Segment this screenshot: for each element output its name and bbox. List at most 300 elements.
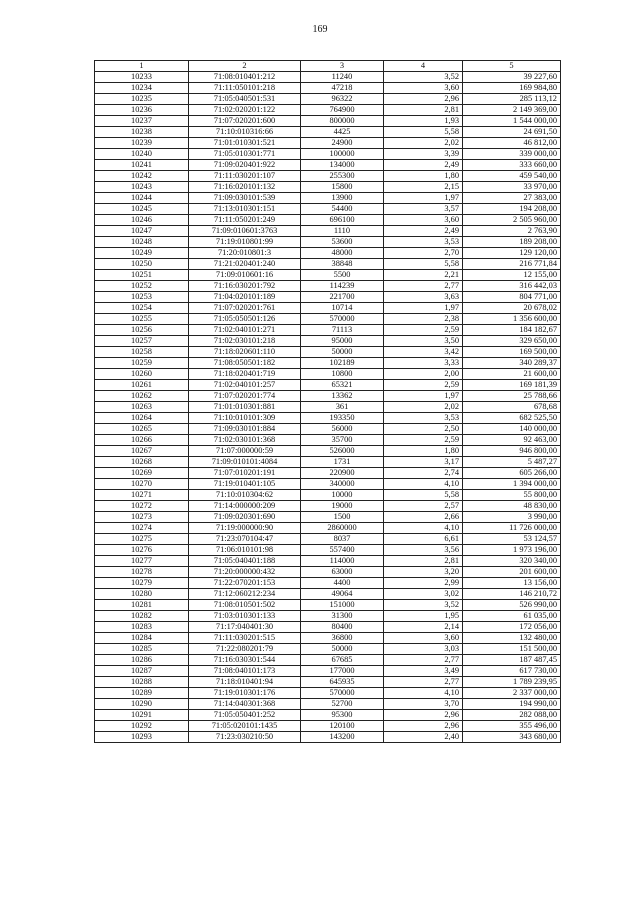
area-cell: 38848 [301,259,384,270]
cadastral-number-cell: 71:16:030201:792 [189,281,301,292]
rate-cell: 5,58 [384,259,463,270]
value-cell: 1 544 000,00 [463,116,561,127]
value-cell: 320 340,00 [463,556,561,567]
cadastral-number-cell: 71:23:030210:50 [189,732,301,743]
rate-cell: 1,93 [384,116,463,127]
rate-cell: 2,81 [384,105,463,116]
value-cell: 355 496,00 [463,721,561,732]
table-row [95,215,561,226]
area-cell: 36800 [301,633,384,644]
area-cell: 114239 [301,281,384,292]
value-cell: 189 208,00 [463,237,561,248]
area-cell: 102189 [301,358,384,369]
value-cell: 24 691,50 [463,127,561,138]
table-row [95,666,561,677]
area-cell: 49064 [301,589,384,600]
table-row [95,116,561,127]
rate-cell: 3,53 [384,413,463,424]
rate-cell: 2,49 [384,226,463,237]
cadastral-number-cell: 71:01:010301:521 [189,138,301,149]
value-cell: 129 120,00 [463,248,561,259]
row-number-cell: 10236 [95,105,189,116]
area-cell: 177000 [301,666,384,677]
value-cell: 333 660,00 [463,160,561,171]
table-row [95,380,561,391]
rate-cell: 3,17 [384,457,463,468]
column-header-1: 1 [95,61,189,72]
cadastral-number-cell: 71:14:000000:209 [189,501,301,512]
cadastral-number-cell: 71:14:040301:368 [189,699,301,710]
table-row [95,501,561,512]
area-cell: 54400 [301,204,384,215]
cadastral-number-cell: 71:22:080201:79 [189,644,301,655]
row-number-cell: 10274 [95,523,189,534]
area-cell: 56000 [301,424,384,435]
rate-cell: 3,03 [384,644,463,655]
rate-cell: 2,40 [384,732,463,743]
row-number-cell: 10264 [95,413,189,424]
rate-cell: 1,97 [384,303,463,314]
area-cell: 800000 [301,116,384,127]
cadastral-number-cell: 71:16:030301:544 [189,655,301,666]
cadastral-number-cell: 71:20:000000:432 [189,567,301,578]
row-number-cell: 10244 [95,193,189,204]
column-header-5: 5 [463,61,561,72]
cadastral-number-cell: 71:05:050501:126 [189,314,301,325]
cadastral-number-cell: 71:09:020301:690 [189,512,301,523]
row-number-cell: 10286 [95,655,189,666]
table-row [95,490,561,501]
value-cell: 329 650,00 [463,336,561,347]
rate-cell: 2,96 [384,94,463,105]
value-cell: 2 763,90 [463,226,561,237]
table-row [95,424,561,435]
table-row [95,281,561,292]
table-row [95,446,561,457]
cadastral-number-cell: 71:07:000000:59 [189,446,301,457]
cadastral-value-table [94,60,561,743]
table-header-row [95,61,561,72]
area-cell: 114000 [301,556,384,567]
value-cell: 146 210,72 [463,589,561,600]
cadastral-number-cell: 71:07:010201:191 [189,468,301,479]
cadastral-number-cell: 71:21:020401:240 [189,259,301,270]
value-cell: 55 800,00 [463,490,561,501]
row-number-cell: 10270 [95,479,189,490]
row-number-cell: 10235 [95,94,189,105]
rate-cell: 3,60 [384,215,463,226]
area-cell: 71113 [301,325,384,336]
row-number-cell: 10251 [95,270,189,281]
area-cell: 95300 [301,710,384,721]
rate-cell: 5,58 [384,490,463,501]
table-row [95,248,561,259]
row-number-cell: 10293 [95,732,189,743]
row-number-cell: 10248 [95,237,189,248]
row-number-cell: 10289 [95,688,189,699]
cadastral-number-cell: 71:05:040501:531 [189,94,301,105]
cadastral-number-cell: 71:05:020101:1435 [189,721,301,732]
row-number-cell: 10279 [95,578,189,589]
rate-cell: 3,70 [384,699,463,710]
area-cell: 8037 [301,534,384,545]
value-cell: 53 124,57 [463,534,561,545]
area-cell: 4400 [301,578,384,589]
cadastral-number-cell: 71:09:010601:3763 [189,226,301,237]
row-number-cell: 10237 [95,116,189,127]
cadastral-number-cell: 71:08:050501:182 [189,358,301,369]
cadastral-number-cell: 71:05:050401:252 [189,710,301,721]
table-row [95,688,561,699]
cadastral-number-cell: 71:23:070104:47 [189,534,301,545]
row-number-cell: 10258 [95,347,189,358]
table-row [95,270,561,281]
cadastral-number-cell: 71:09:030101:884 [189,424,301,435]
value-cell: 1 356 600,00 [463,314,561,325]
table-row [95,413,561,424]
value-cell: 27 383,00 [463,193,561,204]
row-number-cell: 10234 [95,83,189,94]
row-number-cell: 10292 [95,721,189,732]
cadastral-number-cell: 71:10:010101:309 [189,413,301,424]
rate-cell: 6,61 [384,534,463,545]
row-number-cell: 10283 [95,622,189,633]
value-cell: 3 990,00 [463,512,561,523]
table-row [95,699,561,710]
value-cell: 617 730,00 [463,666,561,677]
area-cell: 570000 [301,688,384,699]
rate-cell: 3,52 [384,600,463,611]
value-cell: 282 088,00 [463,710,561,721]
row-number-cell: 10256 [95,325,189,336]
table-row [95,622,561,633]
value-cell: 169 984,80 [463,83,561,94]
row-number-cell: 10261 [95,380,189,391]
rate-cell: 1,95 [384,611,463,622]
cadastral-number-cell: 71:12:060212:234 [189,589,301,600]
cadastral-number-cell: 71:09:020401:922 [189,160,301,171]
table-row [95,600,561,611]
area-cell: 696100 [301,215,384,226]
cadastral-number-cell: 71:02:040101:257 [189,380,301,391]
cadastral-number-cell: 71:11:030201:107 [189,171,301,182]
table-row [95,633,561,644]
rate-cell: 2,14 [384,622,463,633]
table-row [95,677,561,688]
value-cell: 526 990,00 [463,600,561,611]
cadastral-number-cell: 71:18:020601:110 [189,347,301,358]
rate-cell: 5,58 [384,127,463,138]
cadastral-number-cell: 71:10:010304:62 [189,490,301,501]
value-cell: 11 726 000,00 [463,523,561,534]
row-number-cell: 10254 [95,303,189,314]
rate-cell: 2,96 [384,710,463,721]
cadastral-number-cell: 71:08:010501:502 [189,600,301,611]
rate-cell: 2,59 [384,380,463,391]
value-cell: 804 771,00 [463,292,561,303]
area-cell: 221700 [301,292,384,303]
area-cell: 19000 [301,501,384,512]
value-cell: 184 182,67 [463,325,561,336]
area-cell: 35700 [301,435,384,446]
cadastral-number-cell: 71:19:010801:99 [189,237,301,248]
row-number-cell: 10239 [95,138,189,149]
value-cell: 194 208,00 [463,204,561,215]
cadastral-number-cell: 71:09:010601:16 [189,270,301,281]
row-number-cell: 10262 [95,391,189,402]
area-cell: 193350 [301,413,384,424]
area-cell: 50000 [301,347,384,358]
table-row [95,105,561,116]
rate-cell: 3,50 [384,336,463,347]
table-row [95,556,561,567]
table-row [95,72,561,83]
cadastral-number-cell: 71:18:020401:719 [189,369,301,380]
rate-cell: 3,20 [384,567,463,578]
row-number-cell: 10284 [95,633,189,644]
value-cell: 216 771,84 [463,259,561,270]
value-cell: 140 000,00 [463,424,561,435]
cadastral-number-cell: 71:11:050201:249 [189,215,301,226]
table-row [95,94,561,105]
area-cell: 63000 [301,567,384,578]
row-number-cell: 10260 [95,369,189,380]
rate-cell: 4,10 [384,523,463,534]
cadastral-number-cell: 71:09:010101:4084 [189,457,301,468]
cadastral-number-cell: 71:03:010301:133 [189,611,301,622]
value-cell: 201 600,00 [463,567,561,578]
row-number-cell: 10233 [95,72,189,83]
area-cell: 67685 [301,655,384,666]
cadastral-number-cell: 71:20:010801:3 [189,248,301,259]
table-row [95,237,561,248]
value-cell: 605 266,00 [463,468,561,479]
area-cell: 4425 [301,127,384,138]
rate-cell: 1,80 [384,446,463,457]
value-cell: 61 035,00 [463,611,561,622]
table-row [95,347,561,358]
table-row [95,314,561,325]
cadastral-number-cell: 71:07:020201:600 [189,116,301,127]
rate-cell: 2,15 [384,182,463,193]
value-cell: 39 227,60 [463,72,561,83]
value-cell: 340 289,37 [463,358,561,369]
rate-cell: 2,02 [384,138,463,149]
table-row [95,655,561,666]
area-cell: 13900 [301,193,384,204]
value-cell: 285 113,12 [463,94,561,105]
table-row [95,182,561,193]
value-cell: 678,68 [463,402,561,413]
area-cell: 645935 [301,677,384,688]
rate-cell: 1,80 [384,171,463,182]
area-cell: 255300 [301,171,384,182]
rate-cell: 3,53 [384,237,463,248]
rate-cell: 2,00 [384,369,463,380]
table-row [95,358,561,369]
cadastral-number-cell: 71:17:040401:30 [189,622,301,633]
table-row [95,578,561,589]
area-cell: 1731 [301,457,384,468]
row-number-cell: 10238 [95,127,189,138]
row-number-cell: 10269 [95,468,189,479]
area-cell: 5500 [301,270,384,281]
area-cell: 764900 [301,105,384,116]
row-number-cell: 10243 [95,182,189,193]
column-header-2: 2 [189,61,301,72]
area-cell: 52700 [301,699,384,710]
area-cell: 13362 [301,391,384,402]
area-cell: 50000 [301,644,384,655]
value-cell: 151 500,00 [463,644,561,655]
row-number-cell: 10253 [95,292,189,303]
row-number-cell: 10267 [95,446,189,457]
cadastral-number-cell: 71:08:010401:212 [189,72,301,83]
table-row [95,325,561,336]
value-cell: 316 442,03 [463,281,561,292]
area-cell: 361 [301,402,384,413]
area-cell: 557400 [301,545,384,556]
row-number-cell: 10259 [95,358,189,369]
cadastral-number-cell: 71:04:020101:189 [189,292,301,303]
row-number-cell: 10250 [95,259,189,270]
area-cell: 95000 [301,336,384,347]
table-row [95,259,561,270]
cadastral-number-cell: 71:11:050101:218 [189,83,301,94]
area-cell: 10714 [301,303,384,314]
row-number-cell: 10275 [95,534,189,545]
table-row [95,567,561,578]
row-number-cell: 10276 [95,545,189,556]
rate-cell: 2,50 [384,424,463,435]
value-cell: 1 789 239,95 [463,677,561,688]
cadastral-number-cell: 71:19:010301:176 [189,688,301,699]
value-cell: 21 600,00 [463,369,561,380]
table-row [95,292,561,303]
value-cell: 33 970,00 [463,182,561,193]
table-row [95,468,561,479]
row-number-cell: 10278 [95,567,189,578]
table-row [95,545,561,556]
row-number-cell: 10277 [95,556,189,567]
area-cell: 134000 [301,160,384,171]
rate-cell: 3,60 [384,633,463,644]
value-cell: 946 800,00 [463,446,561,457]
row-number-cell: 10290 [95,699,189,710]
rate-cell: 2,74 [384,468,463,479]
rate-cell: 3,63 [384,292,463,303]
table-row [95,589,561,600]
value-cell: 169 500,00 [463,347,561,358]
value-cell: 339 000,00 [463,149,561,160]
cadastral-number-cell: 71:09:030101:539 [189,193,301,204]
rate-cell: 3,42 [384,347,463,358]
area-cell: 31300 [301,611,384,622]
column-header-4: 4 [384,61,463,72]
area-cell: 10800 [301,369,384,380]
cadastral-number-cell: 71:06:010101:98 [189,545,301,556]
table-row [95,303,561,314]
cadastral-number-cell: 71:18:010401:94 [189,677,301,688]
rate-cell: 2,49 [384,160,463,171]
table-row [95,512,561,523]
table-row [95,457,561,468]
table-row [95,721,561,732]
value-cell: 1 973 196,00 [463,545,561,556]
table-row [95,402,561,413]
cadastral-number-cell: 71:02:020201:122 [189,105,301,116]
value-cell: 25 788,66 [463,391,561,402]
row-number-cell: 10255 [95,314,189,325]
table-row [95,435,561,446]
row-number-cell: 10252 [95,281,189,292]
value-cell: 682 525,50 [463,413,561,424]
value-cell: 46 812,00 [463,138,561,149]
area-cell: 151000 [301,600,384,611]
table-row [95,336,561,347]
rate-cell: 2,57 [384,501,463,512]
row-number-cell: 10282 [95,611,189,622]
rate-cell: 3,56 [384,545,463,556]
area-cell: 220900 [301,468,384,479]
rate-cell: 1,97 [384,391,463,402]
area-cell: 65321 [301,380,384,391]
rate-cell: 3,39 [384,149,463,160]
rate-cell: 3,49 [384,666,463,677]
rate-cell: 2,77 [384,655,463,666]
value-cell: 2 149 369,00 [463,105,561,116]
cadastral-number-cell: 71:13:010301:151 [189,204,301,215]
cadastral-number-cell: 71:10:010316:66 [189,127,301,138]
table-row [95,138,561,149]
cadastral-number-cell: 71:05:040401:188 [189,556,301,567]
rate-cell: 3,57 [384,204,463,215]
row-number-cell: 10273 [95,512,189,523]
area-cell: 80400 [301,622,384,633]
cadastral-number-cell: 71:05:010301:771 [189,149,301,160]
table-row [95,226,561,237]
value-cell: 48 830,00 [463,501,561,512]
table-row [95,171,561,182]
row-number-cell: 10271 [95,490,189,501]
row-number-cell: 10285 [95,644,189,655]
value-cell: 172 056,00 [463,622,561,633]
row-number-cell: 10242 [95,171,189,182]
column-header-3: 3 [301,61,384,72]
row-number-cell: 10263 [95,402,189,413]
area-cell: 120100 [301,721,384,732]
value-cell: 169 181,39 [463,380,561,391]
table-row [95,732,561,743]
table-row [95,83,561,94]
table-row [95,369,561,380]
row-number-cell: 10245 [95,204,189,215]
rate-cell: 2,99 [384,578,463,589]
area-cell: 47218 [301,83,384,94]
row-number-cell: 10265 [95,424,189,435]
area-cell: 100000 [301,149,384,160]
rate-cell: 2,59 [384,435,463,446]
value-cell: 12 155,00 [463,270,561,281]
value-cell: 13 156,00 [463,578,561,589]
row-number-cell: 10280 [95,589,189,600]
area-cell: 48000 [301,248,384,259]
rate-cell: 2,38 [384,314,463,325]
row-number-cell: 10246 [95,215,189,226]
area-cell: 10000 [301,490,384,501]
row-number-cell: 10291 [95,710,189,721]
table-row [95,204,561,215]
